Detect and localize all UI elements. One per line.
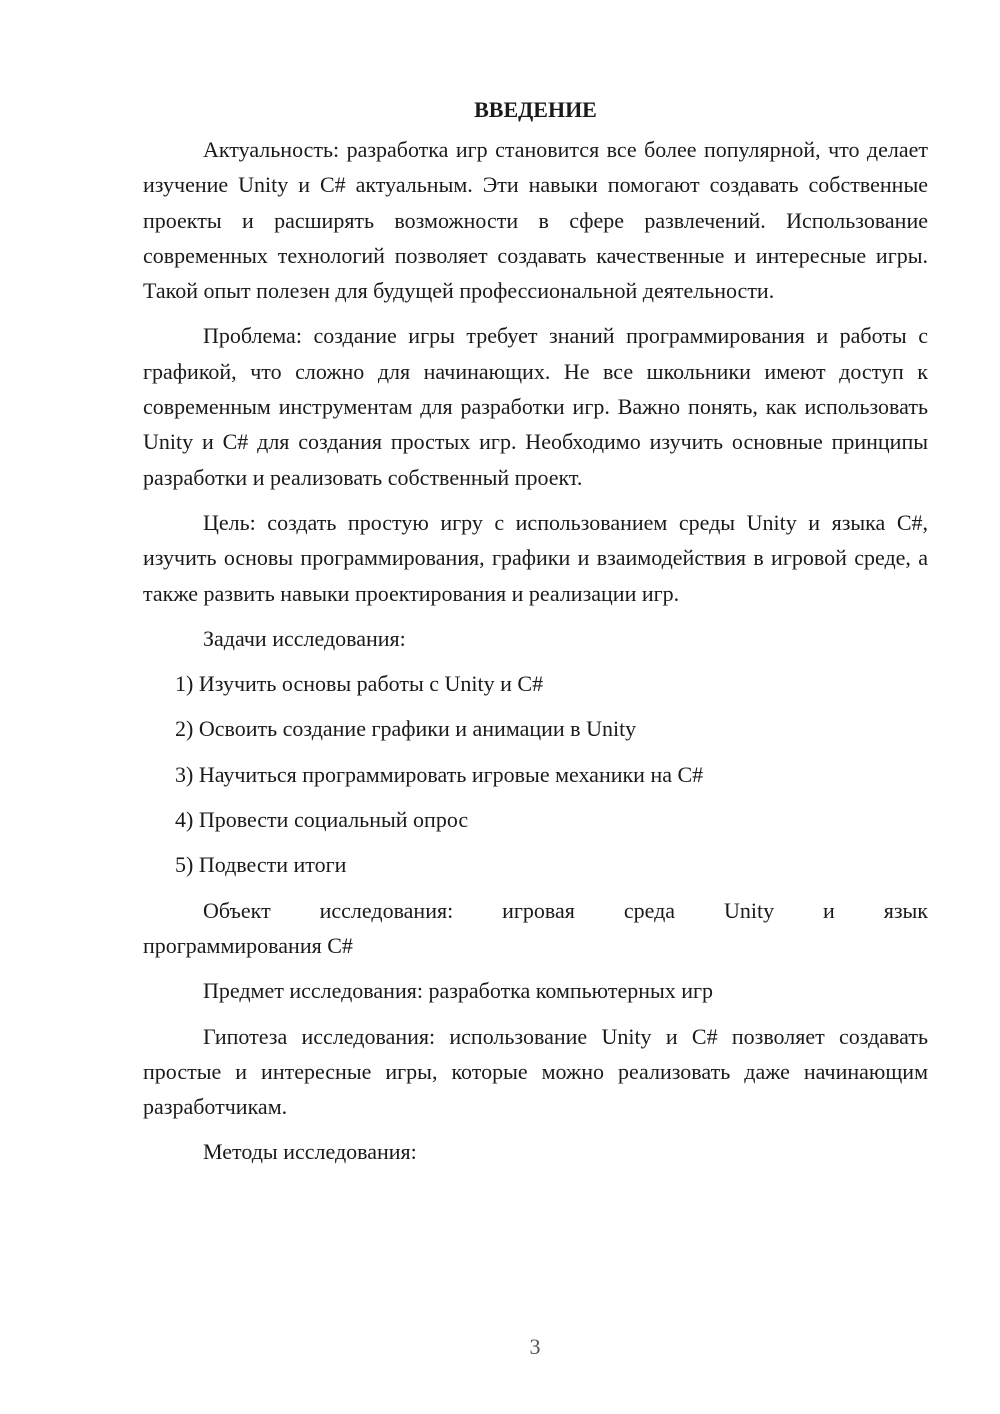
- object-paragraph: [143, 893, 928, 964]
- page-number: 3: [529, 1334, 541, 1359]
- tasks-heading: Задачи исследования:: [203, 625, 406, 651]
- document-page: [143, 92, 928, 1180]
- object-line-2: программирования C#: [143, 932, 353, 958]
- hypothesis-paragraph: Гипотеза исследования: использование Unity и C# позволяет создавать простые и интересные игры, которые можно реализовать даже начинающим разработчикам.: [143, 1023, 928, 1120]
- goal-paragraph: Цель: создать простую игру с использованием среды Unity и языка C#, изучить основы программирования, графики и взаимодействия в игровой среде, а также развить навыки проектирования и реализации игр.: [143, 509, 928, 606]
- task-item: 4) Провести социальный опрос: [175, 807, 469, 833]
- relevance-paragraph: Актуальность: разработка игр становится все более популярной, что делает изучение Unity и C# актуальным. Эти навыки помогают создавать собственные проекты и расширять возможности в сфере развлечений. Использование современных технологий позволяет создавать качественные и интересные игры. Такой опыт полезен для будущей профессиональной деятельности.: [143, 137, 928, 304]
- task-item: 3) Научиться программировать игровые механики на C#: [175, 761, 704, 787]
- task-item: 2) Освоить создание графики и анимации в Unity: [175, 716, 637, 742]
- methods-heading: Методы исследования:: [203, 1139, 417, 1165]
- object-line-1: Объект исследования: игровая среда Unity и язык: [203, 897, 928, 923]
- subject-paragraph: Предмет исследования: разработка компьютерных игр: [203, 978, 714, 1004]
- section-title: ВВЕДЕНИЕ: [474, 97, 597, 122]
- problem-paragraph: Проблема: создание игры требует знаний программирования и работы с графикой, что сложно для начинающих. Не все школьники имеют доступ к современным инструментам для разработки игр. Важно понять, как использовать Unity и C# для создания простых игр. Необходимо изучить основные принципы разработки и реализовать собственный проект.: [143, 323, 928, 490]
- task-item: 5) Подвести итоги: [175, 852, 347, 878]
- tasks-list: [143, 666, 928, 882]
- task-item: 1) Изучить основы работы с Unity и C#: [175, 671, 544, 697]
